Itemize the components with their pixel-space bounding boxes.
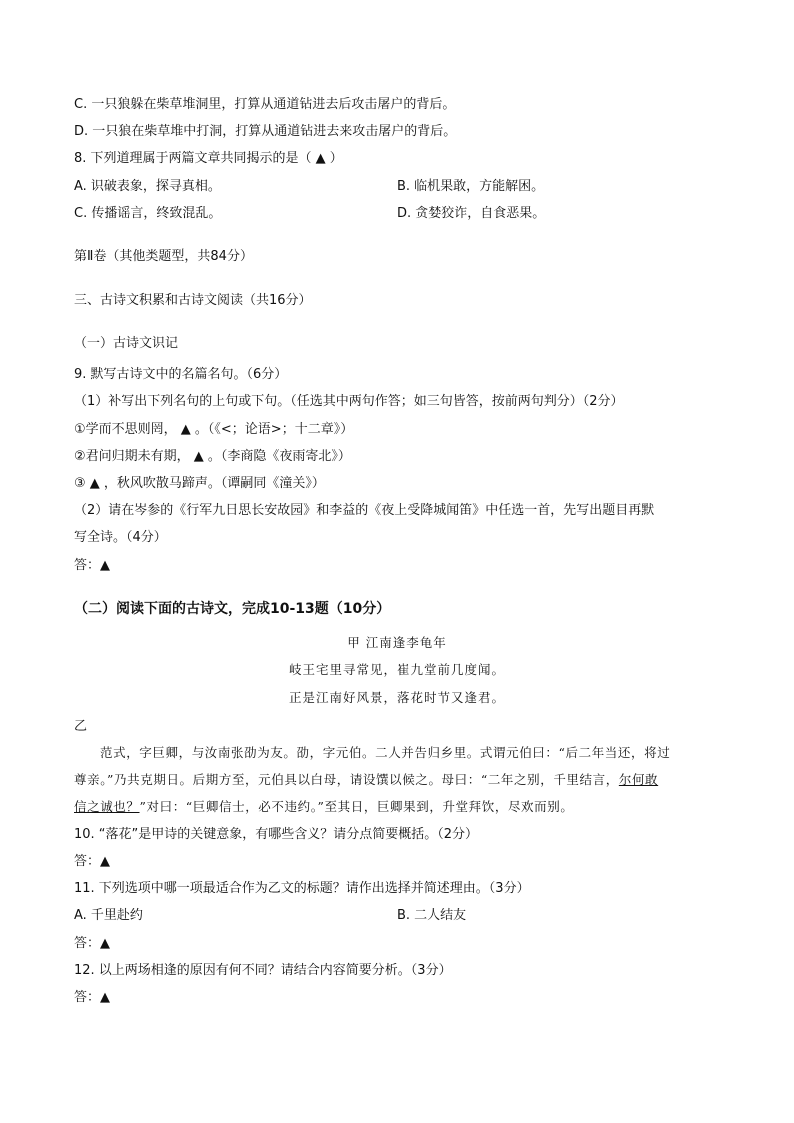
prose-line-3-text: ”对曰：“巨卿信士，必不违约。”至其日，巨卿果到，升堂拜饮，尽欢而别。 [139, 799, 574, 814]
poem-title: 甲 江南逢李龟年 [347, 635, 447, 650]
prose-line-1: 范式，字巨卿，与汝南张劭为友。劭，字元伯。二人并告归乡里。式谓元伯曰：“后二年当还，将过 [100, 745, 671, 760]
q9-part1: （1）补写出下列名句的上句或下句。（任选其中两句作答；如三句皆答，按前两句判分）（2分） [74, 394, 624, 409]
prose-line-3 [74, 798, 573, 816]
q7-option-d: D. 一只狼在柴草堆中打洞，打算从通道钻进去来攻击屠户的背后。 [74, 124, 457, 139]
q11-option-b: B. 二人结友 [397, 908, 467, 923]
q9-stem: 9. 默写古诗文中的名篇名句。（6分） [74, 367, 288, 382]
section-3-title: 三、古诗文积累和古诗文阅读（共16分） [74, 293, 312, 308]
q9-item-2: ②君问归期未有期， ▲ 。（李商隐《夜雨寄北》） [74, 449, 351, 464]
q9-part2-line1: （2）请在岑参的《行军九日思长安故园》和李益的《夜上受降城闻笛》中任选一首，先写出题目再默 [74, 503, 655, 518]
prose-line-2 [74, 771, 658, 789]
q8-stem: 8. 下列道理属于两篇文章共同揭示的是（ ▲ ） [74, 151, 343, 166]
q9-item-3: ③ ▲ ，秋风吹散马蹄声。（谭嗣同《潼关》） [74, 476, 325, 491]
q11-answer: 答：▲ [74, 936, 110, 951]
q10-answer: 答：▲ [74, 854, 110, 869]
q9-item-1: ①学而不思则罔， ▲ 。（《<；论语>；十二章》） [74, 422, 354, 437]
q11-option-a: A. 千里赴约 [74, 908, 143, 923]
subsection-1-title: （一）古诗文识记 [74, 336, 179, 351]
q8-option-c: C. 传播谣言，终致混乱。 [74, 206, 222, 221]
q9-answer: 答：▲ [74, 558, 110, 573]
volume-2-title: 第Ⅱ卷（其他类题型，共84分） [74, 249, 253, 264]
prose-line-2-text: 尊亲。”乃共克期日。后期方至，元伯具以白母，请设馔以候之。母曰：“二年之别，千里结言， [74, 772, 619, 787]
text-yi-label: 乙 [74, 719, 88, 734]
q8-option-a: A. 识破表象，探寻真相。 [74, 179, 221, 194]
q12-stem: 12. 以上两场相逢的原因有何不同？请结合内容简要分析。（3分） [74, 963, 452, 978]
poem-line-1: 岐王宅里寻常见，崔九堂前几度闻。 [288, 662, 505, 677]
poem-line-2: 正是江南好风景，落花时节又逢君。 [288, 690, 505, 705]
prose-underlined-phrase-start: 尔何敢 [618, 772, 659, 787]
q11-stem: 11. 下列选项中哪一项最适合作为乙文的标题？请作出选择并简述理由。（3分） [74, 881, 530, 896]
subsection-2-title: （二）阅读下面的古诗文，完成10-13题（10分） [74, 601, 391, 617]
q8-option-d: D. 贪婪狡诈，自食恶果。 [397, 206, 546, 221]
q10-stem: 10. “落花”是甲诗的关键意象，有哪些含义？请分点简要概括。（2分） [74, 827, 479, 842]
prose-underlined-phrase-end: 信之诚也？ [74, 799, 140, 814]
q8-option-b: B. 临机果敢，方能解困。 [397, 179, 545, 194]
q7-option-c: C. 一只狼躲在柴草堆洞里，打算从通道钻进去后攻击屠户的背后。 [74, 97, 456, 112]
q12-answer: 答：▲ [74, 990, 110, 1005]
q9-part2-line2: 写全诗。（4分） [74, 530, 167, 545]
